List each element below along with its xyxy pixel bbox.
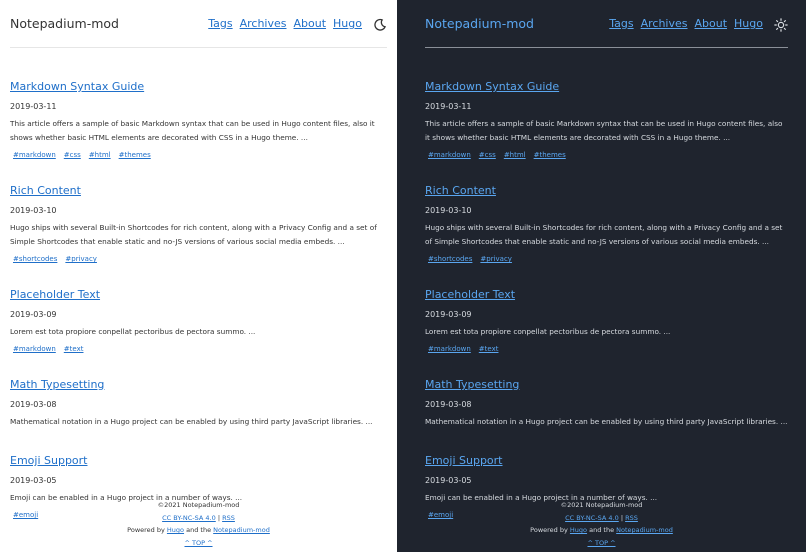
post-item: [10, 179, 387, 263]
main-nav: [208, 17, 387, 31]
footer-separator: |: [217, 513, 221, 522]
tag-link[interactable]: #privacy: [65, 255, 97, 263]
post-summary: Hugo ships with several Built-in Shortcodes for rich content, along with a Privacy Config and a set of Simple Shortcodes that enable static and no-JS versions of various social media embeds. ...: [425, 223, 783, 246]
post-summary: This article offers a sample of basic Markdown syntax that can be used in Hugo content files, also it shows whether basic HTML elements are decorated with CSS in a Hugo theme. ...: [425, 119, 783, 142]
post-title[interactable]: Math Typesetting: [10, 378, 105, 391]
post-date: 2019-03-09: [10, 310, 57, 319]
post-title[interactable]: Math Typesetting: [425, 378, 520, 391]
rss-link[interactable]: RSS: [222, 513, 235, 522]
and-text: and the: [589, 526, 615, 534]
post-date: 2019-03-08: [10, 400, 57, 409]
post-summary: Lorem est tota propiore conpellat pectoribus de pectora summo. ...: [425, 327, 671, 336]
site-title[interactable]: Notepadium-mod: [425, 16, 534, 31]
post-tags: [425, 255, 788, 263]
tag-link[interactable]: #css: [63, 151, 81, 159]
nav-about[interactable]: About: [694, 17, 728, 30]
post-title[interactable]: Emoji Support: [425, 454, 503, 467]
tag-link[interactable]: #markdown: [13, 151, 56, 159]
theme-link[interactable]: Notepadium-mod: [616, 526, 673, 534]
post-date: 2019-03-05: [10, 476, 57, 485]
post-summary: Emoji can be enabled in a Hugo project in a number of ways. ...: [425, 493, 658, 502]
post-summary: Lorem est tota propiore conpellat pectoribus de pectora summo. ...: [10, 327, 256, 336]
tag-link[interactable]: #privacy: [480, 255, 512, 263]
nav-archives[interactable]: Archives: [239, 17, 287, 30]
and-text: and the: [186, 526, 212, 534]
tag-link[interactable]: #markdown: [13, 345, 56, 353]
license-link[interactable]: CC BY-NC-SA 4.0: [565, 513, 619, 522]
nav-tags[interactable]: Tags: [208, 17, 233, 30]
post-summary: Hugo ships with several Built-in Shortcodes for rich content, along with a Privacy Config and a set of Simple Shortcodes that enable static and no-JS versions of various social media embeds. ...: [10, 223, 377, 246]
moon-icon[interactable]: [373, 17, 387, 31]
post-tags: [425, 151, 788, 159]
post-item: [425, 373, 788, 429]
nav-tags[interactable]: Tags: [609, 17, 634, 30]
tag-link[interactable]: #markdown: [428, 345, 471, 353]
tag-link[interactable]: #markdown: [428, 151, 471, 159]
post-title[interactable]: Markdown Syntax Guide: [10, 80, 145, 93]
post-list: [10, 48, 387, 519]
site-header: [425, 0, 788, 48]
tag-link[interactable]: #shortcodes: [13, 255, 58, 263]
nav-about[interactable]: About: [293, 17, 327, 30]
rss-link[interactable]: RSS: [625, 513, 638, 522]
tag-link[interactable]: #text: [63, 345, 84, 353]
post-tags: [10, 345, 387, 353]
post-date: 2019-03-09: [425, 310, 472, 319]
site-footer: [0, 499, 397, 549]
post-summary: Mathematical notation in a Hugo project can be enabled by using third party JavaScript libraries. ...: [425, 417, 788, 426]
footer-copyright: ©2021 Notepadium-mod: [560, 501, 643, 509]
tag-link[interactable]: #emoji: [428, 511, 454, 519]
powered-by-text: Powered by: [127, 526, 165, 534]
tag-link[interactable]: #themes: [118, 151, 151, 159]
post-summary: Emoji can be enabled in a Hugo project in a number of ways. ...: [10, 493, 243, 502]
tag-link[interactable]: #css: [478, 151, 496, 159]
post-tags: [10, 151, 387, 159]
site-header: [10, 0, 387, 48]
tag-link[interactable]: #text: [478, 345, 499, 353]
dark-theme-pane: [397, 0, 806, 552]
post-date: 2019-03-10: [10, 206, 57, 215]
post-item: [10, 283, 387, 353]
sun-icon[interactable]: [774, 17, 788, 31]
license-link[interactable]: CC BY-NC-SA 4.0: [162, 513, 216, 522]
post-tags: [10, 255, 387, 263]
main-nav: [609, 17, 788, 31]
post-item: [10, 373, 387, 429]
tag-link[interactable]: #emoji: [13, 511, 39, 519]
light-theme-pane: [0, 0, 397, 552]
powered-by-text: Powered by: [530, 526, 568, 534]
post-item: [10, 75, 387, 159]
nav-hugo[interactable]: Hugo: [333, 17, 362, 30]
post-item: [425, 179, 788, 263]
post-title[interactable]: Rich Content: [425, 184, 496, 197]
post-date: 2019-03-11: [10, 102, 57, 111]
site-footer: [397, 499, 806, 549]
tag-link[interactable]: #html: [503, 151, 526, 159]
post-title[interactable]: Rich Content: [10, 184, 81, 197]
post-title[interactable]: Markdown Syntax Guide: [425, 80, 560, 93]
post-list: [425, 48, 788, 519]
footer-copyright: ©2021 Notepadium-mod: [157, 501, 240, 509]
theme-link[interactable]: Notepadium-mod: [213, 526, 270, 534]
post-title[interactable]: Emoji Support: [10, 454, 88, 467]
nav-archives[interactable]: Archives: [640, 17, 688, 30]
back-to-top-link[interactable]: ^ TOP ^: [184, 538, 213, 547]
tag-link[interactable]: #html: [88, 151, 111, 159]
footer-separator: |: [620, 513, 624, 522]
post-tags: [425, 345, 788, 353]
tag-link[interactable]: #shortcodes: [428, 255, 473, 263]
tag-link[interactable]: #themes: [533, 151, 566, 159]
post-item: [425, 75, 788, 159]
site-title[interactable]: Notepadium-mod: [10, 16, 119, 31]
post-date: 2019-03-11: [425, 102, 472, 111]
nav-hugo[interactable]: Hugo: [734, 17, 763, 30]
post-title[interactable]: Placeholder Text: [10, 288, 101, 301]
post-date: 2019-03-08: [425, 400, 472, 409]
post-summary: This article offers a sample of basic Markdown syntax that can be used in Hugo content files, also it shows whether basic HTML elements are decorated with CSS in a Hugo theme. ...: [10, 119, 375, 142]
hugo-link[interactable]: Hugo: [569, 526, 588, 534]
post-title[interactable]: Placeholder Text: [425, 288, 516, 301]
post-date: 2019-03-05: [425, 476, 472, 485]
post-summary: Mathematical notation in a Hugo project can be enabled by using third party JavaScript libraries. ...: [10, 417, 373, 426]
back-to-top-link[interactable]: ^ TOP ^: [587, 538, 616, 547]
post-date: 2019-03-10: [425, 206, 472, 215]
post-item: [425, 283, 788, 353]
hugo-link[interactable]: Hugo: [166, 526, 185, 534]
